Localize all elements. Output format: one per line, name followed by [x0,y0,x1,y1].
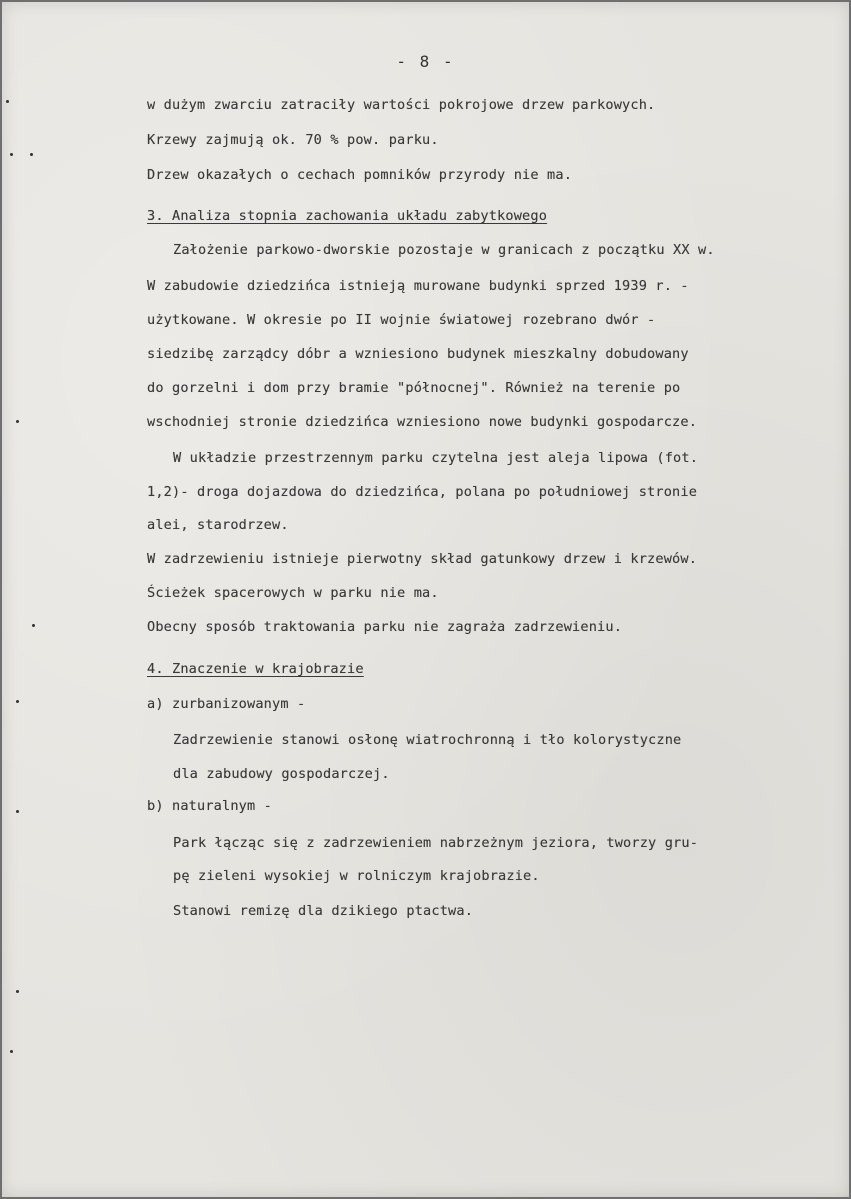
list-item-label: a) zurbanizowanym - [147,696,306,712]
text-line: w dużym zwarciu zatraciły wartości pokrojowe drzew parkowych. [147,97,656,113]
margin-mark [16,420,19,423]
text-line: Założenie parkowo-dworskie pozostaje w granicach z początku XX w. [173,242,715,258]
list-item-label: b) naturalnym - [147,798,273,814]
margin-mark [6,100,9,103]
text-line: Obecny sposób traktowania parku nie zagraża zadrzewieniu. [147,619,623,635]
text-line: pę zieleni wysokiej w rolniczym krajobrazie. [173,868,540,884]
text-line: W układzie przestrzennym parku czytelna jest aleja lipowa (fot. [173,450,699,466]
margin-mark [16,700,19,703]
text-line: Krzewy zajmują ok. 70 % pow. parku. [147,132,439,148]
margin-mark [32,624,35,627]
text-line: alei, starodrzew. [147,517,289,533]
margin-mark [10,153,13,156]
margin-mark [10,1050,13,1053]
section-heading-3: 3. Analiza stopnia zachowania układu zabytkowego [147,208,548,224]
text-line: 1,2)- droga dojazdowa do dziedzińca, polana po południowej stronie [147,484,698,500]
text-line: wschodniej stronie dziedzińca wzniesiono nowe budynki gospodarcze. [147,414,698,430]
text-line: Stanowi remizę dla dzikiego ptactwa. [173,903,474,919]
page-number: - 8 - [396,52,455,71]
margin-mark [16,990,19,993]
text-line: Ścieżek spacerowych w parku nie ma. [147,585,439,601]
text-line: Drzew okazałych o cechach pomników przyrody nie ma. [147,167,573,183]
text-line: Zadrzewienie stanowi osłonę wiatrochronną i tło kolorystyczne [173,732,682,748]
text-line: dla zabudowy gospodarczej. [173,766,390,782]
margin-mark [30,153,33,156]
text-line: siedzibę zarządcy dóbr a wzniesiono budynek mieszkalny dobudowany [147,346,689,362]
text-line: W zabudowie dziedzińca istnieją murowane budynki sprzed 1939 r. - [147,278,689,294]
text-line: Park łącząc się z zadrzewieniem nabrzeżnym jeziora, tworzy gru- [173,835,699,851]
text-line: użytkowane. W okresie po II wojnie światowej rozebrano dwór - [147,312,656,328]
margin-mark [16,810,19,813]
section-heading-4: 4. Znaczenie w krajobrazie [147,661,364,677]
text-line: do gorzelni i dom przy bramie "północnej". Również na terenie po [147,380,681,396]
text-line: W zadrzewieniu istnieje pierwotny skład gatunkowy drzew i krzewów. [147,551,698,567]
